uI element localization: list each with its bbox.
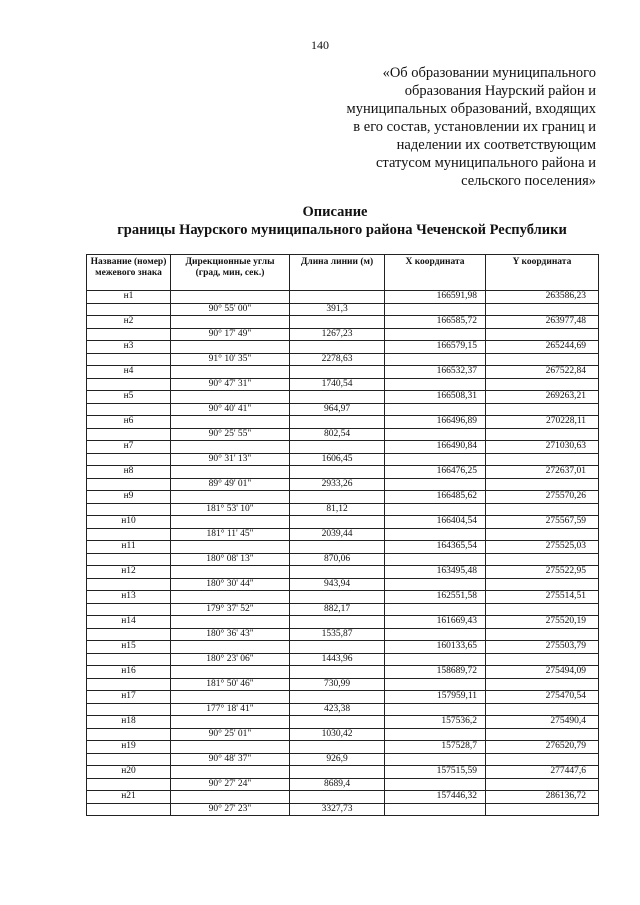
empty-cell bbox=[171, 616, 290, 629]
empty-cell bbox=[486, 453, 599, 466]
point-x: 157536,2 bbox=[385, 716, 486, 729]
empty-cell bbox=[486, 353, 599, 366]
header-name: Название (номер) межевого знака bbox=[87, 255, 171, 291]
empty-cell bbox=[290, 516, 385, 529]
title-line-2: границы Наурского муниципального района Чеченской Республики bbox=[117, 222, 567, 238]
empty-cell bbox=[171, 466, 290, 479]
table-row-segment bbox=[87, 703, 599, 716]
empty-cell bbox=[87, 453, 171, 466]
empty-cell bbox=[290, 716, 385, 729]
empty-cell bbox=[171, 491, 290, 504]
point-y: 275490,4 bbox=[486, 716, 599, 729]
empty-cell bbox=[171, 341, 290, 354]
point-name: н9 bbox=[87, 491, 171, 504]
segment-angle: 90° 27' 24" bbox=[171, 778, 290, 791]
empty-cell bbox=[87, 378, 171, 391]
empty-cell bbox=[486, 303, 599, 316]
point-x: 157515,59 bbox=[385, 766, 486, 779]
table-row-segment bbox=[87, 503, 599, 516]
segment-angle: 91° 10' 35" bbox=[171, 353, 290, 366]
empty-cell bbox=[486, 578, 599, 591]
table-row-segment bbox=[87, 803, 599, 816]
empty-cell bbox=[385, 578, 486, 591]
table-body bbox=[87, 291, 599, 816]
table-row-point bbox=[87, 566, 599, 579]
segment-length: 943,94 bbox=[290, 578, 385, 591]
point-name: н6 bbox=[87, 416, 171, 429]
point-x: 166579,15 bbox=[385, 341, 486, 354]
segment-length: 1267,23 bbox=[290, 328, 385, 341]
empty-cell bbox=[385, 653, 486, 666]
empty-cell bbox=[290, 466, 385, 479]
point-x: 166490,84 bbox=[385, 441, 486, 454]
table-row-segment bbox=[87, 578, 599, 591]
empty-cell bbox=[290, 666, 385, 679]
segment-angle: 90° 17' 49" bbox=[171, 328, 290, 341]
point-name: н18 bbox=[87, 716, 171, 729]
empty-cell bbox=[290, 291, 385, 304]
empty-cell bbox=[486, 553, 599, 566]
segment-angle: 180° 30' 44" bbox=[171, 578, 290, 591]
empty-cell bbox=[385, 378, 486, 391]
point-y: 276520,79 bbox=[486, 741, 599, 754]
point-x: 166532,37 bbox=[385, 366, 486, 379]
segment-angle: 90° 31' 13" bbox=[171, 453, 290, 466]
point-y: 271030,63 bbox=[486, 441, 599, 454]
empty-cell bbox=[290, 416, 385, 429]
empty-cell bbox=[290, 566, 385, 579]
segment-length: 1606,45 bbox=[290, 453, 385, 466]
empty-cell bbox=[290, 366, 385, 379]
header-length: Длина линии (м) bbox=[290, 255, 385, 291]
point-name: н19 bbox=[87, 741, 171, 754]
header-x: X координата bbox=[385, 255, 486, 291]
empty-cell bbox=[486, 678, 599, 691]
point-x: 166476,25 bbox=[385, 466, 486, 479]
table-row-point bbox=[87, 316, 599, 329]
segment-angle: 181° 53' 10" bbox=[171, 503, 290, 516]
segment-length: 1535,87 bbox=[290, 628, 385, 641]
empty-cell bbox=[171, 641, 290, 654]
empty-cell bbox=[171, 291, 290, 304]
point-y: 275494,09 bbox=[486, 666, 599, 679]
empty-cell bbox=[171, 541, 290, 554]
empty-cell bbox=[87, 628, 171, 641]
point-x: 161669,43 bbox=[385, 616, 486, 629]
point-x: 157446,32 bbox=[385, 791, 486, 804]
empty-cell bbox=[486, 703, 599, 716]
point-name: н3 bbox=[87, 341, 171, 354]
page-number: 140 bbox=[311, 38, 329, 52]
segment-length: 81,12 bbox=[290, 503, 385, 516]
empty-cell bbox=[87, 503, 171, 516]
table-row-segment bbox=[87, 528, 599, 541]
empty-cell bbox=[385, 803, 486, 816]
table-row-point bbox=[87, 616, 599, 629]
point-x: 166496,89 bbox=[385, 416, 486, 429]
empty-cell bbox=[87, 328, 171, 341]
table-row-point bbox=[87, 441, 599, 454]
empty-cell bbox=[171, 416, 290, 429]
point-y: 275522,95 bbox=[486, 566, 599, 579]
table-row-point bbox=[87, 491, 599, 504]
table-row-point bbox=[87, 741, 599, 754]
point-name: н20 bbox=[87, 766, 171, 779]
table-row-point bbox=[87, 766, 599, 779]
point-y: 277447,6 bbox=[486, 766, 599, 779]
segment-angle: 90° 55' 00" bbox=[171, 303, 290, 316]
header-y: Y координата bbox=[486, 255, 599, 291]
title-line-1: Описание bbox=[302, 204, 368, 220]
empty-cell bbox=[87, 478, 171, 491]
table-row-segment bbox=[87, 478, 599, 491]
table-row-point bbox=[87, 716, 599, 729]
table-row-point bbox=[87, 641, 599, 654]
table-row-point bbox=[87, 666, 599, 679]
empty-cell bbox=[87, 703, 171, 716]
point-name: н15 bbox=[87, 641, 171, 654]
table-row-segment bbox=[87, 678, 599, 691]
empty-cell bbox=[385, 478, 486, 491]
empty-cell bbox=[87, 678, 171, 691]
table-row-point bbox=[87, 341, 599, 354]
table-row-segment bbox=[87, 603, 599, 616]
table-row-segment bbox=[87, 378, 599, 391]
empty-cell bbox=[171, 441, 290, 454]
table-row-segment bbox=[87, 303, 599, 316]
empty-cell bbox=[385, 703, 486, 716]
segment-angle: 181° 50' 46" bbox=[171, 678, 290, 691]
empty-cell bbox=[171, 766, 290, 779]
empty-cell bbox=[290, 691, 385, 704]
segment-length: 964,97 bbox=[290, 403, 385, 416]
point-name: н13 bbox=[87, 591, 171, 604]
empty-cell bbox=[171, 691, 290, 704]
table-row-segment bbox=[87, 728, 599, 741]
table-header-row bbox=[87, 255, 599, 291]
empty-cell bbox=[486, 328, 599, 341]
point-y: 272637,01 bbox=[486, 466, 599, 479]
empty-cell bbox=[385, 503, 486, 516]
empty-cell bbox=[486, 803, 599, 816]
empty-cell bbox=[87, 353, 171, 366]
segment-length: 1443,96 bbox=[290, 653, 385, 666]
empty-cell bbox=[486, 728, 599, 741]
point-y: 286136,72 bbox=[486, 791, 599, 804]
point-x: 157528,7 bbox=[385, 741, 486, 754]
empty-cell bbox=[385, 628, 486, 641]
empty-cell bbox=[290, 766, 385, 779]
resolution-line: статусом муниципального района и bbox=[376, 155, 596, 171]
table-row-point bbox=[87, 391, 599, 404]
empty-cell bbox=[87, 528, 171, 541]
empty-cell bbox=[385, 728, 486, 741]
point-y: 263586,23 bbox=[486, 291, 599, 304]
table-row-segment bbox=[87, 353, 599, 366]
resolution-line: образования Наурский район и bbox=[404, 83, 596, 99]
point-name: н1 bbox=[87, 291, 171, 304]
resolution-line: в его состав, установлении их границ и bbox=[353, 119, 596, 135]
table-row-segment bbox=[87, 453, 599, 466]
empty-cell bbox=[486, 503, 599, 516]
empty-cell bbox=[87, 803, 171, 816]
segment-angle: 180° 23' 06" bbox=[171, 653, 290, 666]
empty-cell bbox=[385, 753, 486, 766]
empty-cell bbox=[385, 553, 486, 566]
table-row-point bbox=[87, 516, 599, 529]
empty-cell bbox=[87, 653, 171, 666]
point-y: 267522,84 bbox=[486, 366, 599, 379]
empty-cell bbox=[171, 516, 290, 529]
point-x: 160133,65 bbox=[385, 641, 486, 654]
empty-cell bbox=[385, 778, 486, 791]
point-x: 162551,58 bbox=[385, 591, 486, 604]
point-x: 157959,11 bbox=[385, 691, 486, 704]
empty-cell bbox=[171, 391, 290, 404]
empty-cell bbox=[290, 441, 385, 454]
segment-angle: 177° 18' 41" bbox=[171, 703, 290, 716]
segment-angle: 181° 11' 45" bbox=[171, 528, 290, 541]
segment-angle: 180° 36' 43" bbox=[171, 628, 290, 641]
table-row-point bbox=[87, 416, 599, 429]
empty-cell bbox=[87, 403, 171, 416]
empty-cell bbox=[385, 428, 486, 441]
table-row-segment bbox=[87, 753, 599, 766]
point-name: н14 bbox=[87, 616, 171, 629]
resolution-line: муниципальных образований, входящих bbox=[346, 101, 596, 117]
point-x: 166404,54 bbox=[385, 516, 486, 529]
point-name: н12 bbox=[87, 566, 171, 579]
resolution-line: сельского поселения» bbox=[461, 173, 596, 189]
empty-cell bbox=[486, 378, 599, 391]
empty-cell bbox=[290, 316, 385, 329]
empty-cell bbox=[171, 591, 290, 604]
resolution-line: наделении их соответствующим bbox=[396, 137, 596, 153]
empty-cell bbox=[171, 741, 290, 754]
segment-length: 2039,44 bbox=[290, 528, 385, 541]
segment-angle: 180° 08' 13" bbox=[171, 553, 290, 566]
point-y: 275570,26 bbox=[486, 491, 599, 504]
empty-cell bbox=[290, 591, 385, 604]
segment-length: 1740,54 bbox=[290, 378, 385, 391]
table-row-point bbox=[87, 591, 599, 604]
point-name: н8 bbox=[87, 466, 171, 479]
table-row-segment bbox=[87, 403, 599, 416]
segment-length: 8689,4 bbox=[290, 778, 385, 791]
segment-angle: 90° 47' 31" bbox=[171, 378, 290, 391]
table-row-point bbox=[87, 691, 599, 704]
point-x: 166591,98 bbox=[385, 291, 486, 304]
point-name: н5 bbox=[87, 391, 171, 404]
point-y: 275525,03 bbox=[486, 541, 599, 554]
empty-cell bbox=[171, 566, 290, 579]
segment-angle: 90° 25' 01" bbox=[171, 728, 290, 741]
segment-angle: 90° 40' 41" bbox=[171, 403, 290, 416]
document-title bbox=[0, 203, 640, 239]
empty-cell bbox=[87, 303, 171, 316]
segment-length: 2933,26 bbox=[290, 478, 385, 491]
table-row-segment bbox=[87, 553, 599, 566]
point-x: 164365,54 bbox=[385, 541, 486, 554]
point-name: н7 bbox=[87, 441, 171, 454]
boundary-table bbox=[86, 254, 599, 816]
empty-cell bbox=[290, 741, 385, 754]
empty-cell bbox=[486, 778, 599, 791]
empty-cell bbox=[171, 366, 290, 379]
segment-angle: 89° 49' 01" bbox=[171, 478, 290, 491]
empty-cell bbox=[385, 678, 486, 691]
empty-cell bbox=[385, 528, 486, 541]
empty-cell bbox=[486, 653, 599, 666]
table-row-point bbox=[87, 291, 599, 304]
empty-cell bbox=[171, 791, 290, 804]
empty-cell bbox=[87, 728, 171, 741]
point-name: н11 bbox=[87, 541, 171, 554]
segment-length: 391,3 bbox=[290, 303, 385, 316]
table-row-segment bbox=[87, 628, 599, 641]
empty-cell bbox=[486, 753, 599, 766]
point-name: н2 bbox=[87, 316, 171, 329]
point-name: н16 bbox=[87, 666, 171, 679]
point-name: н10 bbox=[87, 516, 171, 529]
empty-cell bbox=[290, 491, 385, 504]
empty-cell bbox=[171, 316, 290, 329]
empty-cell bbox=[385, 303, 486, 316]
point-y: 275514,51 bbox=[486, 591, 599, 604]
empty-cell bbox=[486, 628, 599, 641]
point-y: 275567,59 bbox=[486, 516, 599, 529]
resolution-line: «Об образовании муниципального bbox=[382, 65, 596, 81]
point-y: 275520,19 bbox=[486, 616, 599, 629]
empty-cell bbox=[171, 716, 290, 729]
empty-cell bbox=[87, 578, 171, 591]
segment-angle: 179° 37' 52" bbox=[171, 603, 290, 616]
empty-cell bbox=[171, 666, 290, 679]
empty-cell bbox=[290, 341, 385, 354]
segment-angle: 90° 48' 37" bbox=[171, 753, 290, 766]
table-row-point bbox=[87, 541, 599, 554]
empty-cell bbox=[486, 528, 599, 541]
segment-length: 926,9 bbox=[290, 753, 385, 766]
empty-cell bbox=[290, 541, 385, 554]
segment-angle: 90° 27' 23" bbox=[171, 803, 290, 816]
empty-cell bbox=[87, 553, 171, 566]
segment-length: 423,38 bbox=[290, 703, 385, 716]
point-x: 166485,62 bbox=[385, 491, 486, 504]
resolution-reference bbox=[296, 64, 596, 190]
empty-cell bbox=[290, 791, 385, 804]
empty-cell bbox=[290, 641, 385, 654]
table-row-point bbox=[87, 466, 599, 479]
empty-cell bbox=[385, 353, 486, 366]
point-x: 166508,31 bbox=[385, 391, 486, 404]
empty-cell bbox=[486, 478, 599, 491]
segment-length: 1030,42 bbox=[290, 728, 385, 741]
table-row-segment bbox=[87, 778, 599, 791]
empty-cell bbox=[87, 778, 171, 791]
point-y: 269263,21 bbox=[486, 391, 599, 404]
point-x: 166585,72 bbox=[385, 316, 486, 329]
point-x: 158689,72 bbox=[385, 666, 486, 679]
empty-cell bbox=[385, 328, 486, 341]
empty-cell bbox=[87, 603, 171, 616]
table-row-point bbox=[87, 366, 599, 379]
table-row-point bbox=[87, 791, 599, 804]
empty-cell bbox=[385, 603, 486, 616]
point-name: н17 bbox=[87, 691, 171, 704]
segment-length: 802,54 bbox=[290, 428, 385, 441]
empty-cell bbox=[290, 616, 385, 629]
header-angle: Дирекционные углы (град, мин, сек.) bbox=[171, 255, 290, 291]
segment-length: 882,17 bbox=[290, 603, 385, 616]
empty-cell bbox=[87, 428, 171, 441]
segment-length: 2278,63 bbox=[290, 353, 385, 366]
point-y: 275503,79 bbox=[486, 641, 599, 654]
empty-cell bbox=[486, 428, 599, 441]
point-y: 265244,69 bbox=[486, 341, 599, 354]
point-name: н21 bbox=[87, 791, 171, 804]
segment-angle: 90° 25' 55" bbox=[171, 428, 290, 441]
empty-cell bbox=[290, 391, 385, 404]
point-y: 275470,54 bbox=[486, 691, 599, 704]
segment-length: 870,06 bbox=[290, 553, 385, 566]
point-y: 270228,11 bbox=[486, 416, 599, 429]
empty-cell bbox=[385, 403, 486, 416]
empty-cell bbox=[486, 603, 599, 616]
table-row-segment bbox=[87, 428, 599, 441]
empty-cell bbox=[385, 453, 486, 466]
point-x: 163495,48 bbox=[385, 566, 486, 579]
table-row-segment bbox=[87, 328, 599, 341]
point-name: н4 bbox=[87, 366, 171, 379]
segment-length: 3327,73 bbox=[290, 803, 385, 816]
segment-length: 730,99 bbox=[290, 678, 385, 691]
table-row-segment bbox=[87, 653, 599, 666]
empty-cell bbox=[486, 403, 599, 416]
point-y: 263977,48 bbox=[486, 316, 599, 329]
empty-cell bbox=[87, 753, 171, 766]
